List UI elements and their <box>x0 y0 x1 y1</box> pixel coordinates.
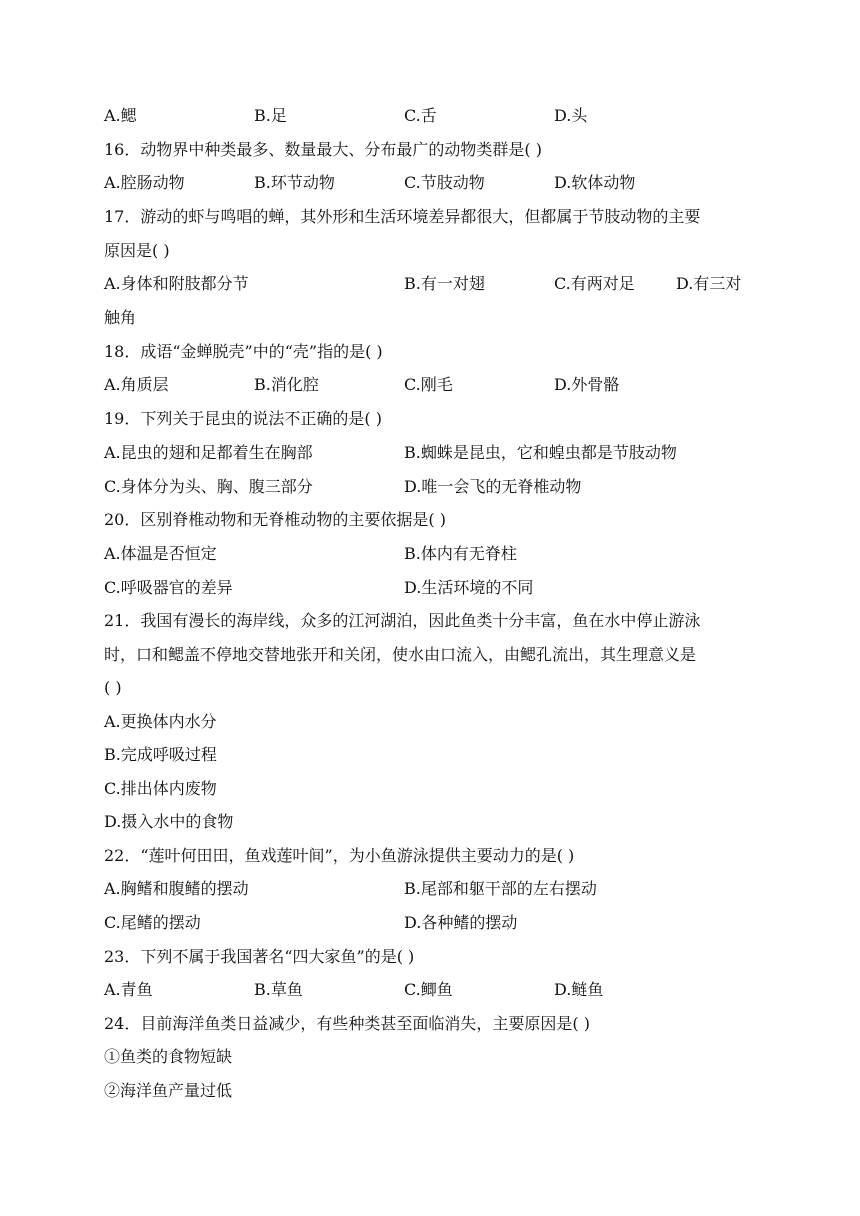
q17-stem-line1: 17．游动的虾与鸣唱的蝉，其外形和生活环境差异都很大，但都属于节肢动物的主要 <box>104 207 701 226</box>
q21-option-c: C.排出体内废物 <box>104 779 217 798</box>
q15-option-d: D.头 <box>554 106 588 125</box>
q20-option-d: D.生活环境的不同 <box>404 578 534 597</box>
q18-option-b: B.消化腔 <box>254 375 319 394</box>
q15-option-a: A.鳃 <box>104 106 137 125</box>
q23-option-a: A.青鱼 <box>104 980 153 999</box>
q22-option-b: B.尾部和躯干部的左右摆动 <box>404 879 597 898</box>
q17-option-d: D.有三对 <box>676 274 742 293</box>
q19-stem: 19．下列关于昆虫的说法不正确的是( ) <box>104 409 382 428</box>
q19-option-b: B.蜘蛛是昆虫，它和蝗虫都是节肢动物 <box>404 443 677 462</box>
q16-option-c: C.节肢动物 <box>404 173 485 192</box>
q18-stem: 18．成语“金蝉脱壳”中的“壳”指的是( ) <box>104 342 383 361</box>
q20-option-b: B.体内有无脊柱 <box>404 544 517 563</box>
q17-option-a: A.身体和附肢都分节 <box>104 274 249 293</box>
q23-option-c: C.鲫鱼 <box>404 980 453 999</box>
q22-stem: 22．“莲叶何田田，鱼戏莲叶间”，为小鱼游泳提供主要动力的是( ) <box>104 846 575 865</box>
q21-stem-line1: 21．我国有漫长的海岸线，众多的江河湖泊，因此鱼类十分丰富，鱼在水中停止游泳 <box>104 611 701 630</box>
q20-option-a: A.体温是否恒定 <box>104 544 217 563</box>
q24-item-2: ②海洋鱼产量过低 <box>104 1081 233 1100</box>
q16-option-a: A.腔肠动物 <box>104 173 185 192</box>
q19-option-c: C.身体分为头、胸、腹三部分 <box>104 477 313 496</box>
q16-option-d: D.软体动物 <box>554 173 636 192</box>
q23-option-b: B.草鱼 <box>254 980 303 999</box>
q23-stem: 23．下列不属于我国著名“四大家鱼”的是( ) <box>104 947 415 966</box>
q19-option-d: D.唯一会飞的无脊椎动物 <box>404 477 582 496</box>
q21-option-b: B.完成呼吸过程 <box>104 745 217 764</box>
q16-option-b: B.环节动物 <box>254 173 335 192</box>
q22-option-d: D.各种鳍的摆动 <box>404 913 518 932</box>
q18-option-d: D.外骨骼 <box>554 375 620 394</box>
q18-option-a: A.角质层 <box>104 375 169 394</box>
q17-stem-line2: 原因是( ) <box>104 241 170 260</box>
q15-option-b: B.足 <box>254 106 287 125</box>
q20-option-c: C.呼吸器官的差异 <box>104 578 233 597</box>
q22-option-c: C.尾鳍的摆动 <box>104 913 201 932</box>
q24-stem: 24．目前海洋鱼类日益减少，有些种类甚至面临消失，主要原因是( ) <box>104 1014 590 1033</box>
q21-stem-line3: ( ) <box>104 678 122 697</box>
q17-option-d-wrap: 触角 <box>104 308 137 327</box>
q15-option-c: C.舌 <box>404 106 437 125</box>
q19-option-a: A.昆虫的翅和足都着生在胸部 <box>104 443 313 462</box>
q24-item-1: ①鱼类的食物短缺 <box>104 1047 233 1066</box>
q18-option-c: C.刚毛 <box>404 375 453 394</box>
q21-option-a: A.更换体内水分 <box>104 712 217 731</box>
q17-option-b: B.有一对翅 <box>404 274 485 293</box>
q22-option-a: A.胸鳍和腹鳍的摆动 <box>104 879 249 898</box>
q21-stem-line2: 时，口和鳃盖不停地交替地张开和关闭，使水由口流入，由鳃孔流出，其生理意义是 <box>104 645 697 664</box>
q16-stem: 16．动物界中种类最多、数量最大、分布最广的动物类群是( ) <box>104 140 542 159</box>
q21-option-d: D.摄入水中的食物 <box>104 812 234 831</box>
q17-option-c: C.有两对足 <box>554 274 635 293</box>
q23-option-d: D.鲢鱼 <box>554 980 604 999</box>
q20-stem: 20．区别脊椎动物和无脊椎动物的主要依据是( ) <box>104 510 446 529</box>
